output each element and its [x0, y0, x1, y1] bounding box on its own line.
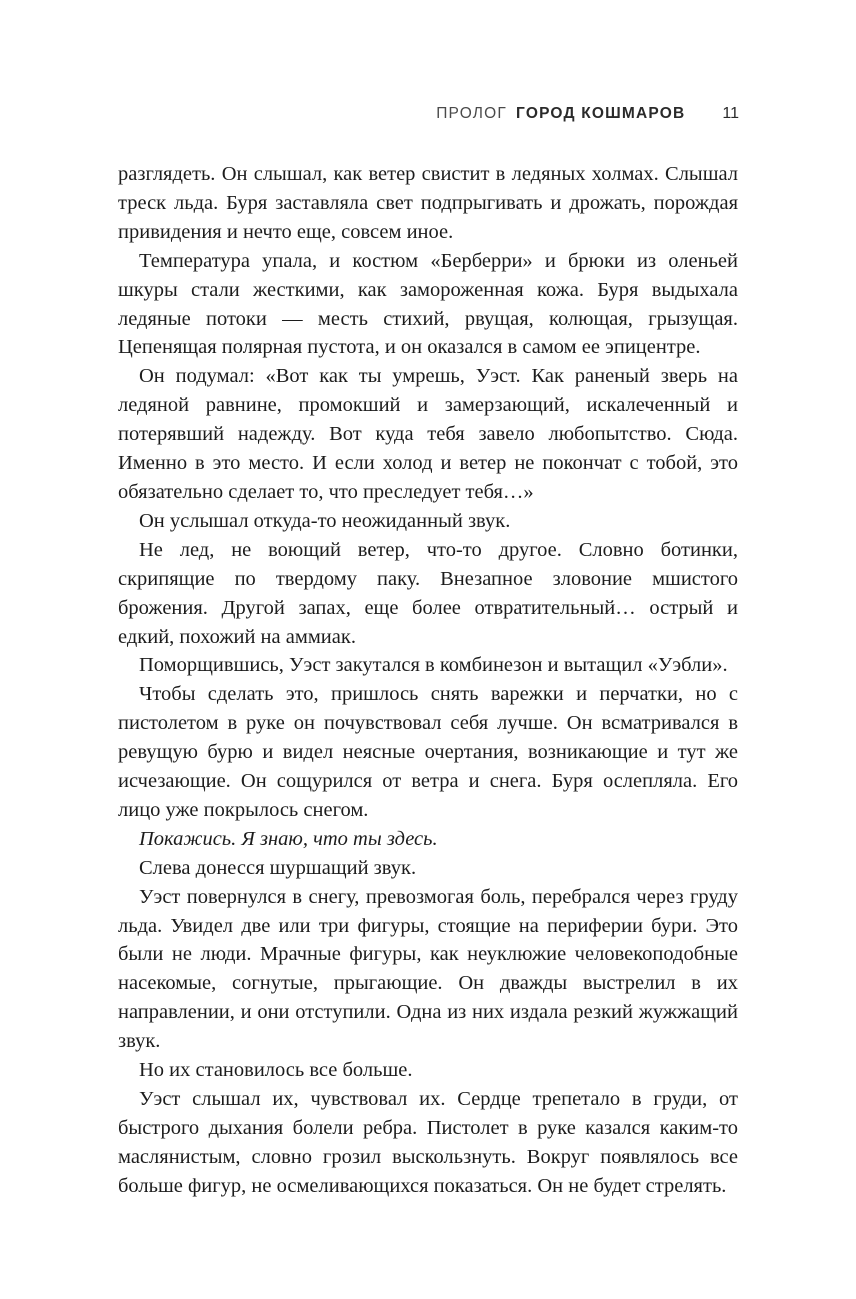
paragraph: Чтобы сделать это, пришлось снять варежки и перчатки, но с пистолетом в руке он почувствовал себя лучше. Он всматривался в ревущую бурю и видел неясные очертания, возникающие и тут же исчезающие. Он сощурился от ветра и снега. Буря ослепляла. Его лицо уже покрылось снегом. — [118, 683, 738, 821]
paragraph: Поморщившись, Уэст закутался в комбинезон и вытащил «Уэбли». — [139, 654, 728, 677]
running-head — [436, 105, 739, 129]
italic-thought: Покажись. Я знаю, что ты здесь. — [139, 827, 438, 850]
paragraph: Но их становилось все больше. — [139, 1059, 413, 1082]
paragraph: Он услышал откуда-то неожиданный звук. — [139, 509, 511, 532]
paragraph-italic — [118, 825, 738, 854]
paragraph: Он подумал: «Вот как ты умрешь, Уэст. Как раненый зверь на ледяной равнине, промокший и замерзающий, искалеченный и потерявший надежду. Вот куда тебя завело любопытство. Сюда. Именно в это место. И если холод и ветер не покончат с тобой, это обязательно сделает то, что преследует тебя…» — [118, 365, 738, 503]
paragraph: Температура упала, и костюм «Берберри» и брюки из оленьей шкуры стали жесткими, как замороженная кожа. Буря выдыхала ледяные потоки — месть стихий, рвущая, колющая, грызущая. Цепенящая полярная пустота, и он оказался в самом ее эпицентре. — [118, 249, 738, 359]
paragraph: Слева донесся шуршащий звук. — [139, 856, 417, 879]
chapter-title: ГОРОД КОШМАРОВ — [516, 105, 686, 122]
section-title: ПРОЛОГ — [436, 105, 508, 122]
paragraph: Уэст повернулся в снегу, превозмогая боль, перебрался через груду льда. Увидел две или три фигуры, стоящие на периферии бури. Это были не люди. Мрачные фигуры, как неуклюжие человекоподобные насекомые, согнутые, прыгающие. Он дважды выстрелил в их направлении, и они отступили. Одна из них издала резкий жужжащий звук. — [118, 885, 738, 1053]
body-text — [118, 160, 738, 1201]
paragraph: Уэст слышал их, чувствовал их. Сердце трепетало в груди, от быстрого дыхания болели ребра. Пистолет в руке казался каким-то маслянистым, словно грозил выскользнуть. Вокруг появлялось все больше фигур, не осмеливающихся показаться. Он не будет стрелять. — [118, 1088, 738, 1197]
page-number: 11 — [722, 105, 739, 122]
paragraph-continued: разглядеть. Он слышал, как ветер свистит в ледяных холмах. Слышал треск льда. Буря заставляла свет подпрыгивать и дрожать, порождая привидения и нечто еще, совсем иное. — [118, 163, 738, 243]
paragraph: Не лед, не воющий ветер, что-то другое. Словно ботинки, скрипящие по твердому паку. Внезапное зловоние мшистого брожения. Другой запах, еще более отвратительный… острый и едкий, похожий на аммиак. — [118, 538, 738, 648]
